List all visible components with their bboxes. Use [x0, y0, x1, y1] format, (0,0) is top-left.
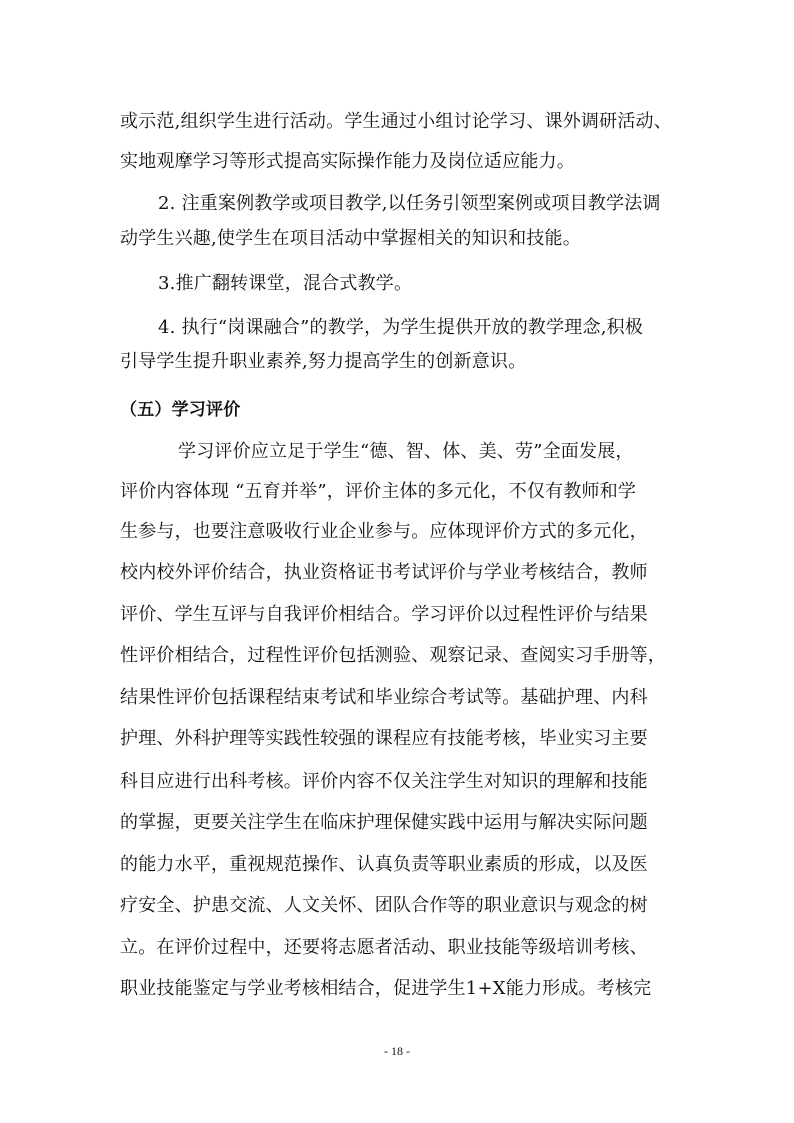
paragraph-line: 或示范,组织学生进行活动。学生通过小组讨论学习、课外调研活动、 — [120, 111, 672, 132]
page-number: - 18 - — [384, 1044, 410, 1058]
list-item-2-line: 2. 注重案例教学或项目教学,以任务引领型案例或项目教学法调 — [158, 193, 661, 214]
body-line: 评价、学生互评与自我评价相结合。学习评价以过程性评价与结果 — [120, 604, 648, 625]
body-line: 职业技能鉴定与学业考核相结合，促进学生1+X能力形成。考核完 — [120, 978, 652, 999]
section-heading: （五）学习评价 — [120, 400, 241, 420]
body-line: 的掌握，更要关注学生在临床护理保健实践中运用与解决实际问题 — [120, 812, 648, 833]
body-line: 立。在评价过程中，还要将志愿者活动、职业技能等级培训考核、 — [120, 937, 648, 958]
body-line: 护理、外科护理等实践性较强的课程应有技能考核，毕业实习主要 — [120, 728, 648, 749]
body-line: 评价内容体现 “五育并举”，评价主体的多元化，不仅有教师和学 — [120, 481, 637, 502]
body-line: 性评价相结合，过程性评价包括测验、观察记录、查阅实习手册等， — [120, 645, 666, 666]
body-line: 结果性评价包括课程结束考试和毕业综合考试等。基础护理、内科 — [120, 687, 648, 708]
body-line: 疗安全、护患交流、人文关怀、团队合作等的职业意识与观念的树 — [120, 895, 648, 916]
body-line: 科目应进行出科考核。评价内容不仅关注学生对知识的理解和技能 — [120, 771, 648, 792]
list-item-2-line: 动学生兴趣,使学生在项目活动中掌握相关的知识和技能。 — [120, 228, 581, 249]
body-line: 学习评价应立足于学生“德、智、体、美、劳”全面发展， — [178, 441, 634, 462]
list-item-4-line: 引导学生提升职业素养,努力提高学生的创新意识。 — [120, 351, 527, 372]
paragraph-line: 实地观摩学习等形式提高实际操作能力及岗位适应能力。 — [120, 151, 575, 172]
body-line: 校内校外评价结合，执业资格证书考试评价与学业考核结合，教师 — [120, 562, 648, 583]
body-line: 的能力水平，重视规范操作、认真负责等职业素质的形成，以及医 — [120, 854, 648, 875]
body-line: 生参与，也要注意吸收行业企业参与。应体现评价方式的多元化， — [120, 521, 648, 542]
list-item-4-line: 4. 执行“岗课融合”的教学，为学生提供开放的教学理念,积极 — [158, 317, 644, 338]
list-item-3: 3.推广翻转课堂，混合式教学。 — [158, 273, 413, 294]
